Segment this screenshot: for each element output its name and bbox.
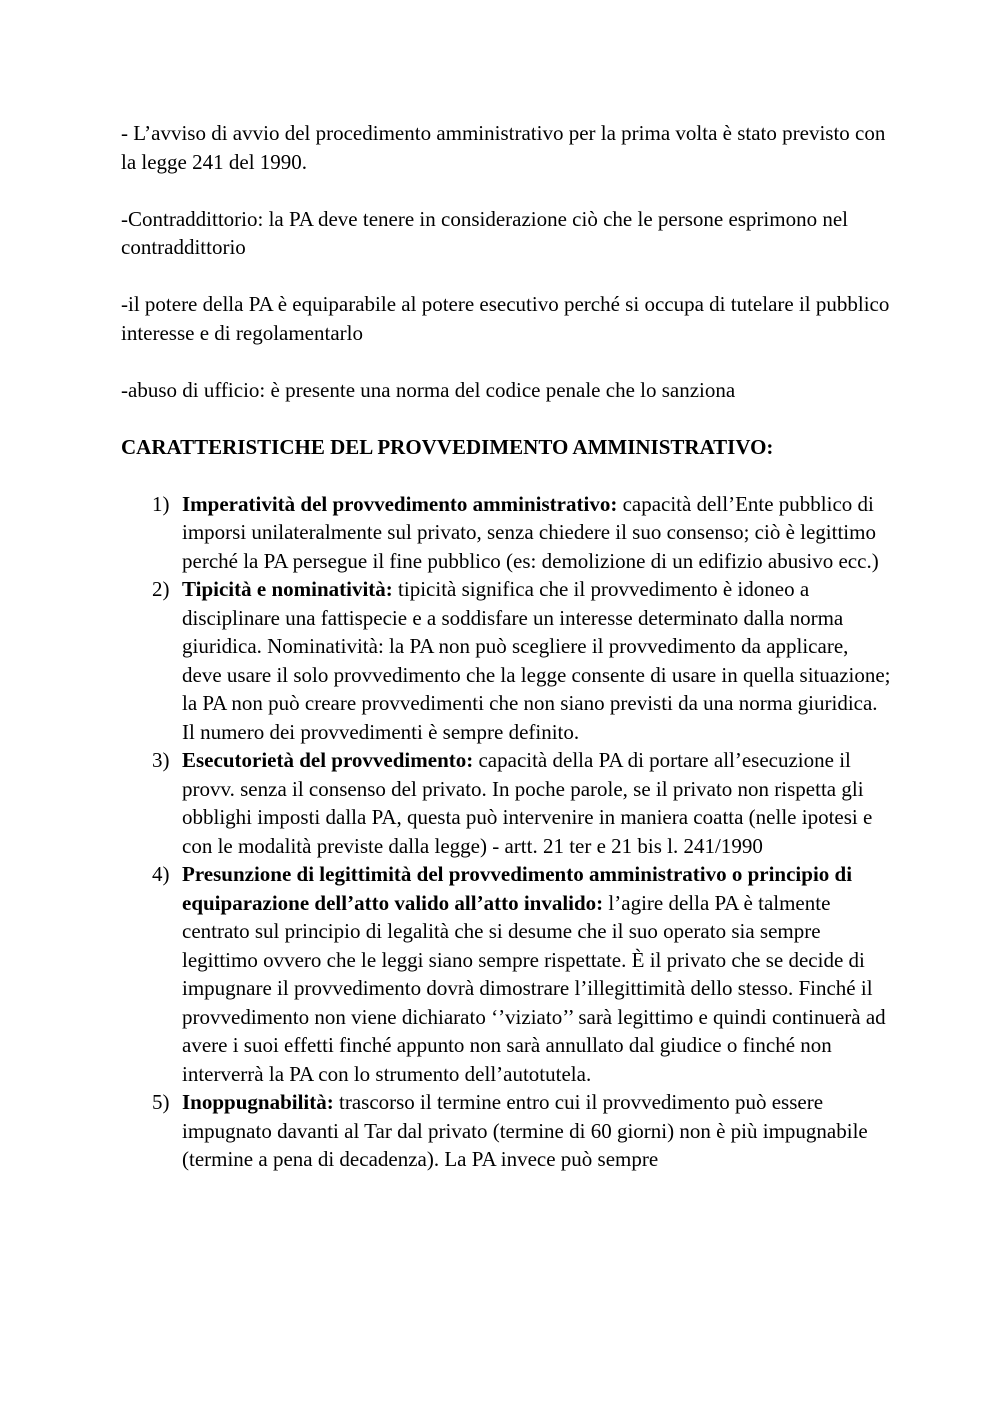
list-item-text: capacità dell’Ente pubblico di imporsi unilateralmente sul privato, senza chiedere il suo consenso; ciò è legittimo perché la PA persegue il fine pubblico (es: demolizione di un edifizio abusivo ecc.) <box>182 491 879 573</box>
list-item-number: 3) <box>152 748 170 772</box>
list-item <box>121 490 891 576</box>
characteristics-list <box>121 490 891 1174</box>
list-item-text: tipicità significa che il provvedimento è idoneo a disciplinare una fattispecie e a soddisfare un interesse determinato dalla norma giuridica. Nominatività: la PA non può scegliere il provvedimento da applicare, deve usare il solo provvedimento che la legge consente di usare in quella situazione; la PA non può creare provvedimenti che non siano previsti da una norma giuridica. Il numero dei provvedimenti è sempre definito. <box>182 577 891 744</box>
list-item-number: 1) <box>152 491 170 516</box>
list-item-text: capacità della PA di portare all’esecuzione il provv. senza il consenso del privato. In poche parole, se il privato non rispetta gli obblighi imposti dalla PA, questa può intervenire in maniera coatta (nelle ipotesi e con le modalità previste dalla legge) - artt. 21 ter e 21 bis l. 241/1990 <box>182 748 873 858</box>
list-item-term: Tipicità e nominatività: <box>182 577 393 601</box>
list-item-text: trascorso il termine entro cui il provvedimento può essere impugnato davanti al Tar dal privato (termine di 60 giorni) non è più impugnabile (termine a pena di decadenza). La PA invece può sempre <box>182 1090 868 1171</box>
list-item-number: 4) <box>152 862 170 886</box>
list-item <box>121 575 891 746</box>
section-heading: CARATTERISTICHE DEL PROVVEDIMENTO AMMINISTRATIVO: <box>121 434 774 459</box>
list-item-number: 5) <box>152 1090 170 1114</box>
list-item-term: Inoppugnabilità: <box>182 1090 334 1114</box>
list-item <box>121 860 891 1088</box>
list-item <box>121 746 891 860</box>
list-item <box>121 1088 891 1174</box>
list-item-term: Imperatività del provvedimento amministrativo: <box>182 491 618 516</box>
list-item-term: Presunzione di legittimità del provvedimento amministrativo o principio di equiparazione dell’atto valido all’atto invalido: <box>182 862 853 915</box>
paragraph-potere-pa: -il potere della PA è equiparabile al potere esecutivo perché si occupa di tutelare il pubblico interesse e di regolamentarlo <box>121 292 890 345</box>
paragraph-abuso-ufficio: -abuso di ufficio: è presente una norma del codice penale che lo sanziona <box>121 377 736 402</box>
document-page <box>121 119 891 1174</box>
list-item-term: Esecutorietà del provvedimento: <box>182 748 474 772</box>
paragraph-avvio: - L’avviso di avvio del procedimento amministrativo per la prima volta è stato previsto con la legge 241 del 1990. <box>121 121 886 174</box>
list-item-text: l’agire della PA è talmente centrato sul principio di legalità che si desume che il suo operato sia sempre legittimo ovvero che le leggi siano sempre rispettate. È il privato che se decide di impugnare il provvedimento dovrà dimostrare l’illegittimità dello stesso. Finché il provvedimento non viene dichiarato ‘’viziato’’ sarà legittimo e quindi continuerà ad avere i suoi effetti finché appunto non sarà annullato dal giudice o finché non interverrà la PA con lo strumento dell’autotutela. <box>182 890 886 1086</box>
list-item-number: 2) <box>152 577 170 601</box>
paragraph-contraddittorio: -Contraddittorio: la PA deve tenere in considerazione ciò che le persone esprimono nel contraddittorio <box>121 206 849 259</box>
